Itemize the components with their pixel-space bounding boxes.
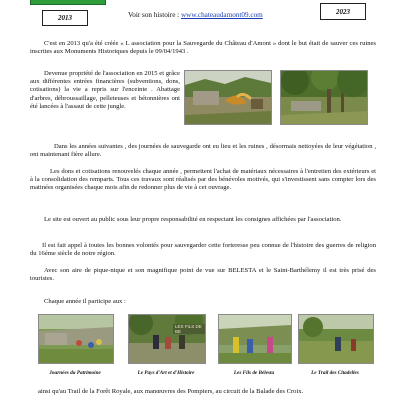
- caption-pays-art-histoire: Le Pays d'Art et d'Histoire: [137, 370, 195, 376]
- caption-fils-belesta: Les Fils de Bélesta: [233, 370, 275, 376]
- year-badge-start: 2013: [42, 10, 88, 26]
- photo-pays-art-histoire: [128, 314, 206, 364]
- caption-trail-citadelles: Le Trail des Citadelles: [311, 370, 359, 376]
- photo-trees: [280, 70, 368, 125]
- photo-sign-label: LES FILS DE BE: [173, 324, 205, 334]
- website-link[interactable]: www.chateaudamont09.com: [180, 11, 263, 19]
- photo-journees-patrimoine: [38, 314, 114, 364]
- paragraph-picnic: Avec son aire de pique-nique et son magnifique point de vue sur BELESTA et le Saint-Barthélemy il est très prisé des touristes.: [30, 267, 376, 283]
- caption-journees-patrimoine: Journées du Patrimoine: [49, 370, 101, 376]
- year-badge-end: 2023: [320, 3, 366, 20]
- visit-label: Voir son histoire :: [128, 11, 181, 19]
- photo-fils-belesta: [218, 314, 292, 364]
- paragraph-donations: Les dons et cotisations renouvelés chaque année , permettent l'achat de matériaux nécessaires à l'entretien des extérieurs et à la consolidation des remparts. Tous ces travaux sont réalisés par des bénévoles motivés, qui s'investissent sans compter lors des matinées organisées chaque mois afin de redonner plus de vie à cet ouvrage.: [30, 168, 376, 192]
- paragraph-property: Devenue propriété de l'association en 2015 et grâce aux différentes entrées financières (subventions, dons, cotisations) la vie a repris sur l'enceinte . Abattage d'arbres, débroussaillage, pelleteuses et bétonnières ont été lancées à l'assaut de cette jungle.: [30, 70, 180, 110]
- paragraph-events-intro: Chaque année il participe aux :: [44, 298, 126, 305]
- paragraph-site-open: Le site est ouvert au public sous leur propre responsabilité en respectant les consignes affichées par l'association.: [44, 216, 342, 223]
- header-green-tab: [30, 0, 106, 5]
- visit-line: [128, 11, 263, 19]
- paragraph-intro: C'est en 2013 qu'a été créée « L association pour la Sauvegarde du Château d'Amont » dont le but était de sauver ces ruines inscrites aux Monuments Historiques depuis le 09/04/1943 .: [30, 40, 376, 56]
- paragraph-other-events: ainsi qu'au Trail de la Forêt Royale, aux manœuvres des Pompiers, au circuit de la Balade des Croix.: [38, 388, 304, 395]
- paragraph-appeal: Il est fait appel à toutes les bonnes volontés pour sauvegarder cette forteresse peu connue de l'histoire des guerres de religion du 16éme siècle de notre région.: [30, 242, 376, 258]
- paragraph-following-years: Dans les années suivantes , des journées de sauvegarde ont eu lieu et les ruines , désormais nettoyées de leur végétation , ont maintenant fière allure.: [30, 143, 376, 159]
- photo-trail-citadelles: [298, 314, 374, 364]
- photo-clearing: [184, 70, 272, 125]
